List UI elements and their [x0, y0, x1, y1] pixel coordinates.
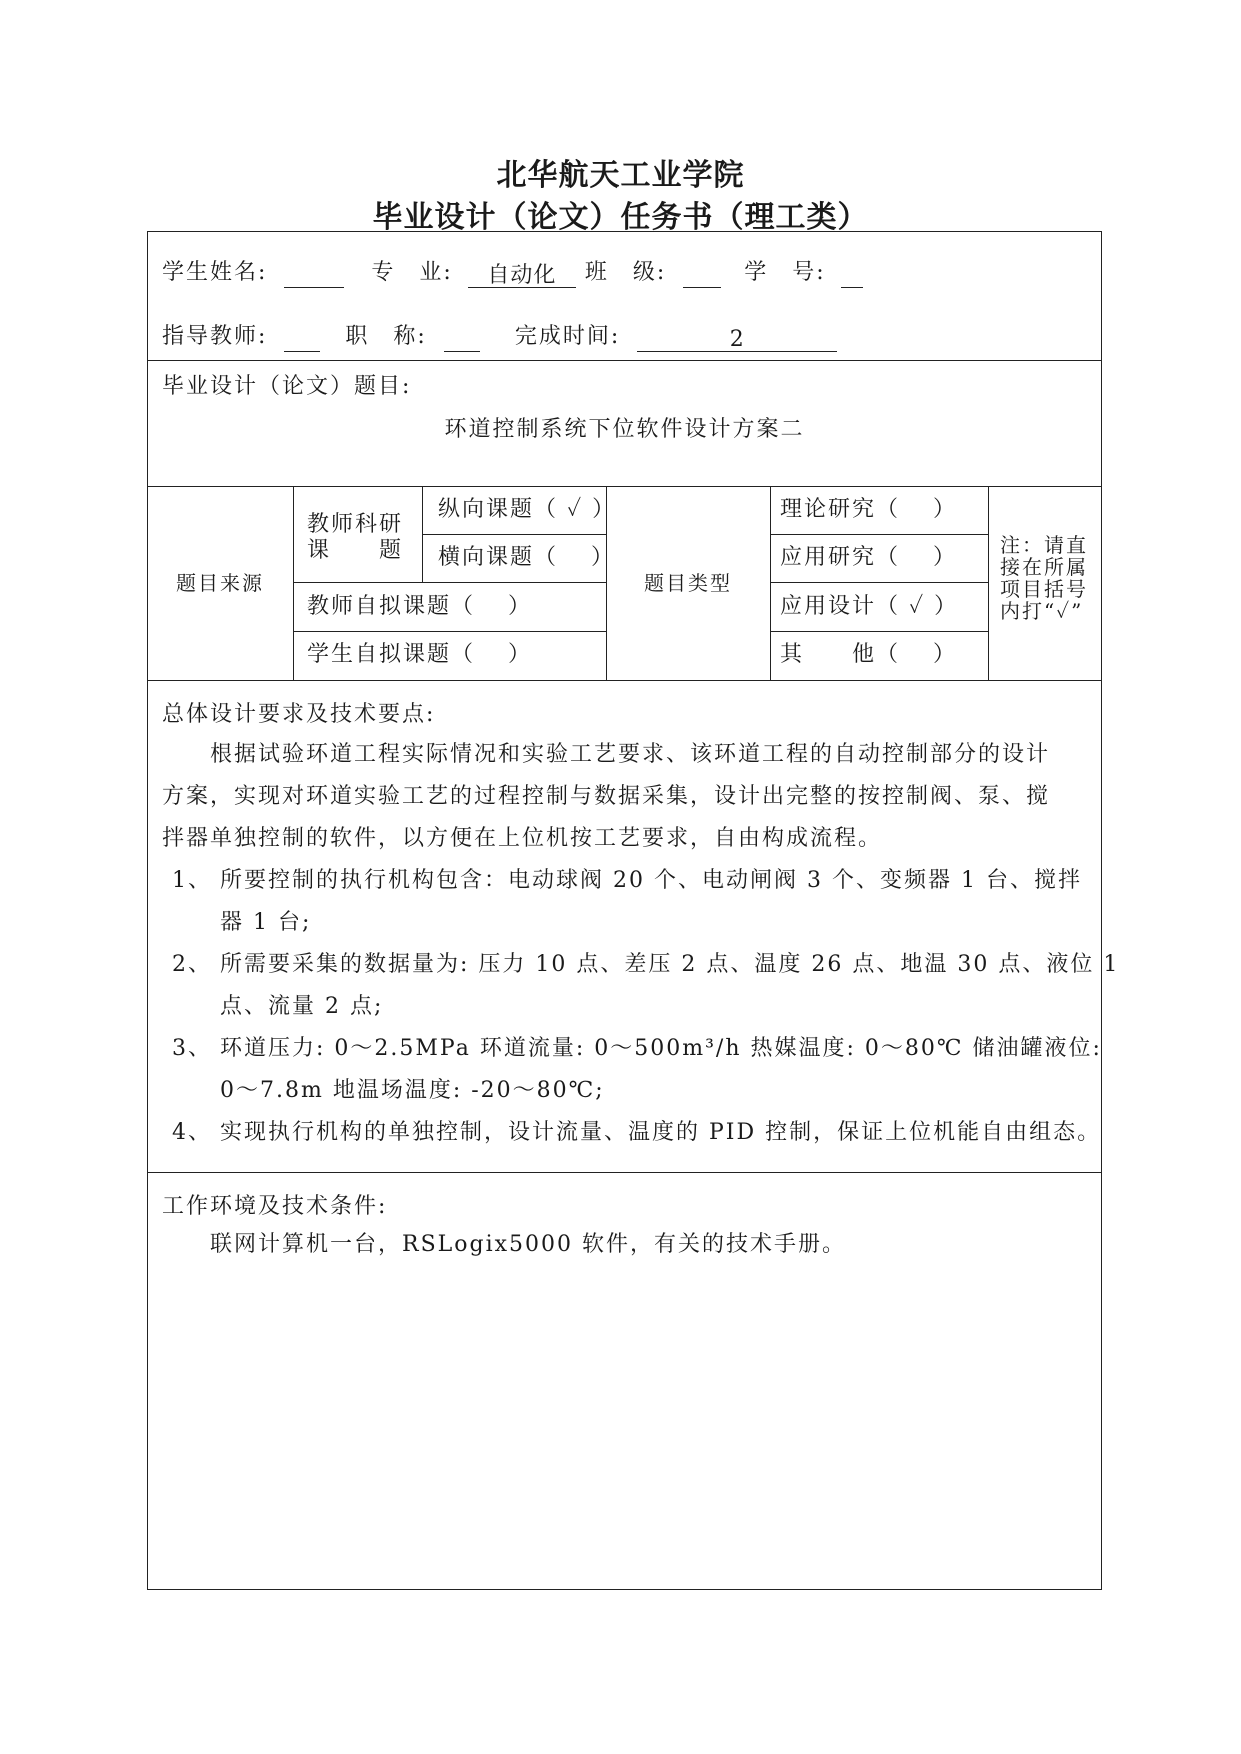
divider-source: [147, 680, 1102, 681]
class-value: [683, 261, 721, 288]
title-rank-value: [444, 325, 480, 352]
item-line: 所需要采集的数据量为: 压力 10 点、差压 2 点、温度 26 点、地温 30 点、液位 1: [220, 952, 1120, 977]
note-line: 注：请直: [1000, 533, 1088, 557]
title-rank-label: 职 称:: [345, 324, 427, 349]
applied-research-option: 应用研究（ ）: [780, 545, 957, 570]
item-line: 器 1 台;: [220, 910, 312, 935]
item-number: 2、: [172, 952, 212, 977]
table-vline: [770, 486, 771, 680]
item-line: 0～7.8m 地温场温度: -20～80℃;: [220, 1078, 605, 1103]
document-title: 毕业设计（论文）任务书（理工类）: [372, 200, 869, 235]
table-hline: [770, 631, 988, 632]
teacher-research-label-2: 课 题: [307, 538, 404, 563]
institution-title: 北华航天工业学院: [496, 158, 745, 193]
item-line: 实现执行机构的单独控制，设计流量、温度的 PID 控制，保证上位机能自由组态。: [220, 1120, 1102, 1145]
class-label: 班 级:: [584, 260, 667, 285]
info-row-2: [162, 322, 837, 352]
divider-info: [147, 360, 1102, 361]
horizontal-topic-option: 横向课题（ ）: [438, 545, 615, 570]
requirements-intro-line: 根据试验环道工程实际情况和实验工艺要求、该环道工程的自动控制部分的设计: [210, 742, 1051, 767]
student-id-value: [841, 261, 863, 288]
table-vline: [293, 486, 294, 680]
type-label: 题目类型: [644, 571, 732, 595]
student-self-topic-option: 学生自拟课题（ ）: [307, 642, 532, 667]
table-vline: [988, 486, 989, 680]
table-hline: [770, 582, 988, 583]
student-name-label: 学生姓名:: [162, 260, 268, 285]
other-option: 其 他（ ）: [780, 642, 957, 667]
teacher-self-topic-option: 教师自拟课题（ ）: [307, 594, 532, 619]
table-hline: [422, 534, 606, 535]
theory-research-option: 理论研究（ ）: [780, 497, 957, 522]
table-hline: [770, 534, 988, 535]
source-label: 题目来源: [176, 571, 264, 595]
item-number: 1、: [172, 868, 212, 893]
requirements-intro-line: 方案，实现对环道实验工艺的过程控制与数据采集，设计出完整的按控制阀、泵、搅: [162, 784, 1051, 809]
advisor-label: 指导教师:: [162, 324, 268, 349]
topic-value: 环道控制系统下位软件设计方案二: [444, 417, 805, 442]
table-hline: [293, 631, 606, 632]
vertical-topic-option: 纵向课题（ ✓ ）: [438, 497, 617, 522]
requirements-heading: 总体设计要求及技术要点:: [162, 702, 436, 727]
environment-body: 联网计算机一台，RSLogix5000 软件，有关的技术手册。: [210, 1232, 846, 1257]
info-row-1: [162, 258, 863, 288]
item-line: 所要控制的执行机构包含：电动球阀 20 个、电动闸阀 3 个、变频器 1 台、搅拌: [220, 868, 1082, 893]
applied-design-option: 应用设计（ ✓ ）: [780, 594, 959, 619]
item-line: 点、流量 2 点;: [220, 994, 384, 1019]
note-line: 项目括号: [1000, 577, 1088, 601]
teacher-research-label-1: 教师科研: [307, 512, 404, 537]
topic-label: 毕业设计（论文）题目:: [162, 374, 412, 399]
completion-label: 完成时间:: [514, 324, 621, 349]
divider-topic: [147, 486, 1102, 487]
note-line: 内打“✓”: [1000, 599, 1084, 623]
item-number: 3、: [172, 1036, 212, 1061]
requirements-intro-line: 拌器单独控制的软件，以方便在上位机按工艺要求，自由构成流程。: [162, 826, 883, 851]
environment-heading: 工作环境及技术条件:: [162, 1194, 388, 1219]
divider-requirements: [147, 1172, 1102, 1173]
table-hline: [293, 582, 606, 583]
note-line: 接在所属: [1000, 555, 1088, 579]
advisor-value: [284, 325, 320, 352]
completion-value: 2: [637, 325, 837, 352]
student-id-label: 学 号:: [744, 260, 826, 285]
student-name-value: [284, 261, 344, 288]
item-number: 4、: [172, 1120, 212, 1145]
major-label: 专 业:: [371, 260, 453, 285]
item-line: 环道压力: 0～2.5MPa 环道流量: 0～500m³/h 热媒温度: 0～80℃ 储油罐液位:: [220, 1036, 1102, 1061]
major-value: 自动化: [468, 261, 576, 288]
